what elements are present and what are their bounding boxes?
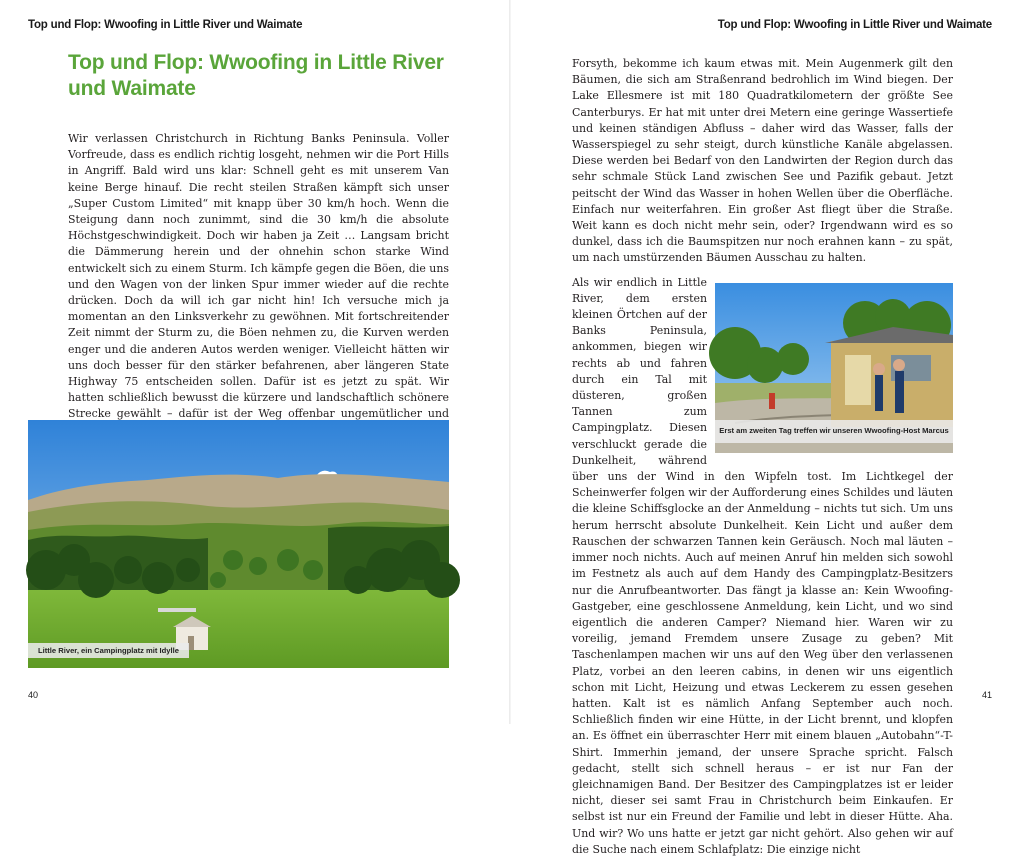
right-page	[510, 0, 1020, 856]
host-photo	[715, 283, 953, 453]
landscape-illustration	[28, 420, 449, 668]
right-paragraph-2-text: Als wir endlich in Little River, dem ersten kleinen Örtchen auf der Banks Peninsula, ankommen, biegen wir rechts ab und fahren durch ein Tal mit düsteren, großen Tannen zum Campingplatz. Diesen verschluckt gerade die Dunkelheit, während über uns der Wind in den Wipfeln tost. Im Lichtkegel der Scheinwerfer folgen wir der Aufforderung eines Schildes und läuten die kleine Schiffsglocke an der Anmeldung – nichts tut sich. Um uns herum herrscht absolute Dunkelheit. Kein Licht und außer dem Rauschen der schwarzen Tannen kein Geräusch. Noch mal läuten – immer noch nichts. Auch auf meinen Anruf hin melden sich sowohl im Festnetz als auch auf dem Handy des Campingplatz-Besitzers nur die Anrufbeantworter. Das fängt ja klasse an: Kein Wwoofing-Gastgeber, eine geschlossene Anmeldung, kein Licht, und wo sind eigentlich die anderen Camper? Niemand hier. Waren wir zu voreilig, jemand Fremdem unsere Zusage zu geben? Mit Taschenlampen machen wir uns auf den Weg über den verlassenen Platz, vorbei an den leeren cabins, in denen wir uns eigentlich schon mit Licht, Heizung und etwas Leckerem zu essen gesehen hatten. Kalt ist es nämlich Anfang September auch noch. Schließlich finden wir eine Hütte, in der Licht brennt, und klopfen an. Es öffnet ein überraschter Herr mit einem blauen „Autobahn“-T-Shirt. Immerhin jemand, der unsere Sprache spricht. Falsch gedacht, stellt sich schnell heraus – er ist nur Fan der gleichnamigen Band. Der Besitzer des Campingplatzes ist er leider nicht, dieser sei samt Frau in Christchurch beim Einkaufen. Er selbst ist nur ein Freund der Familie und lebt in dieser Hütte. Aha. Und wir? Wo uns hatte er jetzt gar nicht gehört. Also gehen wir auf die Suche nach einem Schlafplatz: Die einzige nicht	[572, 275, 953, 856]
right-body-column	[572, 56, 953, 858]
left-page	[0, 0, 510, 724]
left-body-text: Wir verlassen Christchurch in Richtung Banks Peninsula. Voller Vorfreude, dass es endlich richtig losgeht, nehmen wir die Port Hills in Angriff. Bald wird uns klar: Schnell geht es mit unserem Van keine Berge hinauf. Die recht steilen Straßen kämpft sich unser „Super Custom Limited“ mit knapp über 30 km/h hoch. Wenn die Steigung dann noch zunimmt, sind die 30 km/h die absolute Höchstgeschwindigkeit. Doch wir haben ja Zeit … Langsam bricht die Dämmerung herein und der ohnehin schon starke Wind entwickelt sich zu einem Sturm. Ich kämpfe gegen die Böen, die uns und den Wagen von der linken Spur immer wieder auf die rechte drücken. Doch da will ich gar nicht hin! Ich versuche mich ja momentan an den Linksverkehr zu gewöhnen. Mit fortschreitender Zeit nimmt der Sturm zu, die Böen nehmen zu, die Kurven werden enger und die anderen Autos werden weniger. Vielleicht hätten wir uns doch besser für den stärker befahrenen, aber längeren State Highway 75 entscheiden sollen. Dafür ist es jetzt zu spät. Wir hatten schließlich bewusst die kürzere und landschaftlich schönere Strecke gewählt – dafür ist der Weg offenbar ungemütlicher und	[68, 132, 449, 421]
chapter-title: Top und Flop: Wwoofing in Little River und Waimate	[68, 51, 444, 100]
right-paragraph-2	[572, 275, 953, 858]
running-header-right: Top und Flop: Wwoofing in Little River und Waimate	[717, 19, 992, 31]
landscape-photo	[28, 420, 449, 668]
page-number-left: 40	[28, 690, 39, 700]
running-header-left: Top und Flop: Wwoofing in Little River und Waimate	[28, 19, 303, 31]
right-paragraph-1: Forsyth, bekomme ich kaum etwas mit. Mein Augenmerk gilt den Bäumen, die sich am Straßenrand bedrohlich im Wind biegen. Der Lake Ellesmere ist mit 180 Quadratkilometern der größte See Canterburys. Er hat mit unter drei Metern eine geringe Wassertiefe und keinen ständigen Abfluss – daher wird das Wasser, falls der Wasserspiegel zu sehr steigt, durch künstliche Kanäle abgelassen. Diese werden bei Bedarf von den Landwirten der Region durch das sehr schmale Stück Land zwischen See und Pazifik gebaut. Jetzt peitscht der Wind das Wasser in hohen Wellen über die Oberfläche. Einfach nur weiterfahren. Ein großer Ast fliegt über die Straße. Weit kann es doch nicht mehr sein, oder? Irgendwann wird es so dunkel, dass ich die Baumspitzen nur noch erahnen kann – zu spät, um nach umstürzenden Bäumen Ausschau zu halten.	[572, 57, 953, 265]
landscape-photo-caption: Little River, ein Campingplatz mit Idylle	[28, 643, 189, 658]
host-photo-caption: Erst am zweiten Tag treffen wir unseren Wwoofing-Host Marcus	[715, 420, 953, 442]
page-number-right: 41	[981, 690, 992, 700]
